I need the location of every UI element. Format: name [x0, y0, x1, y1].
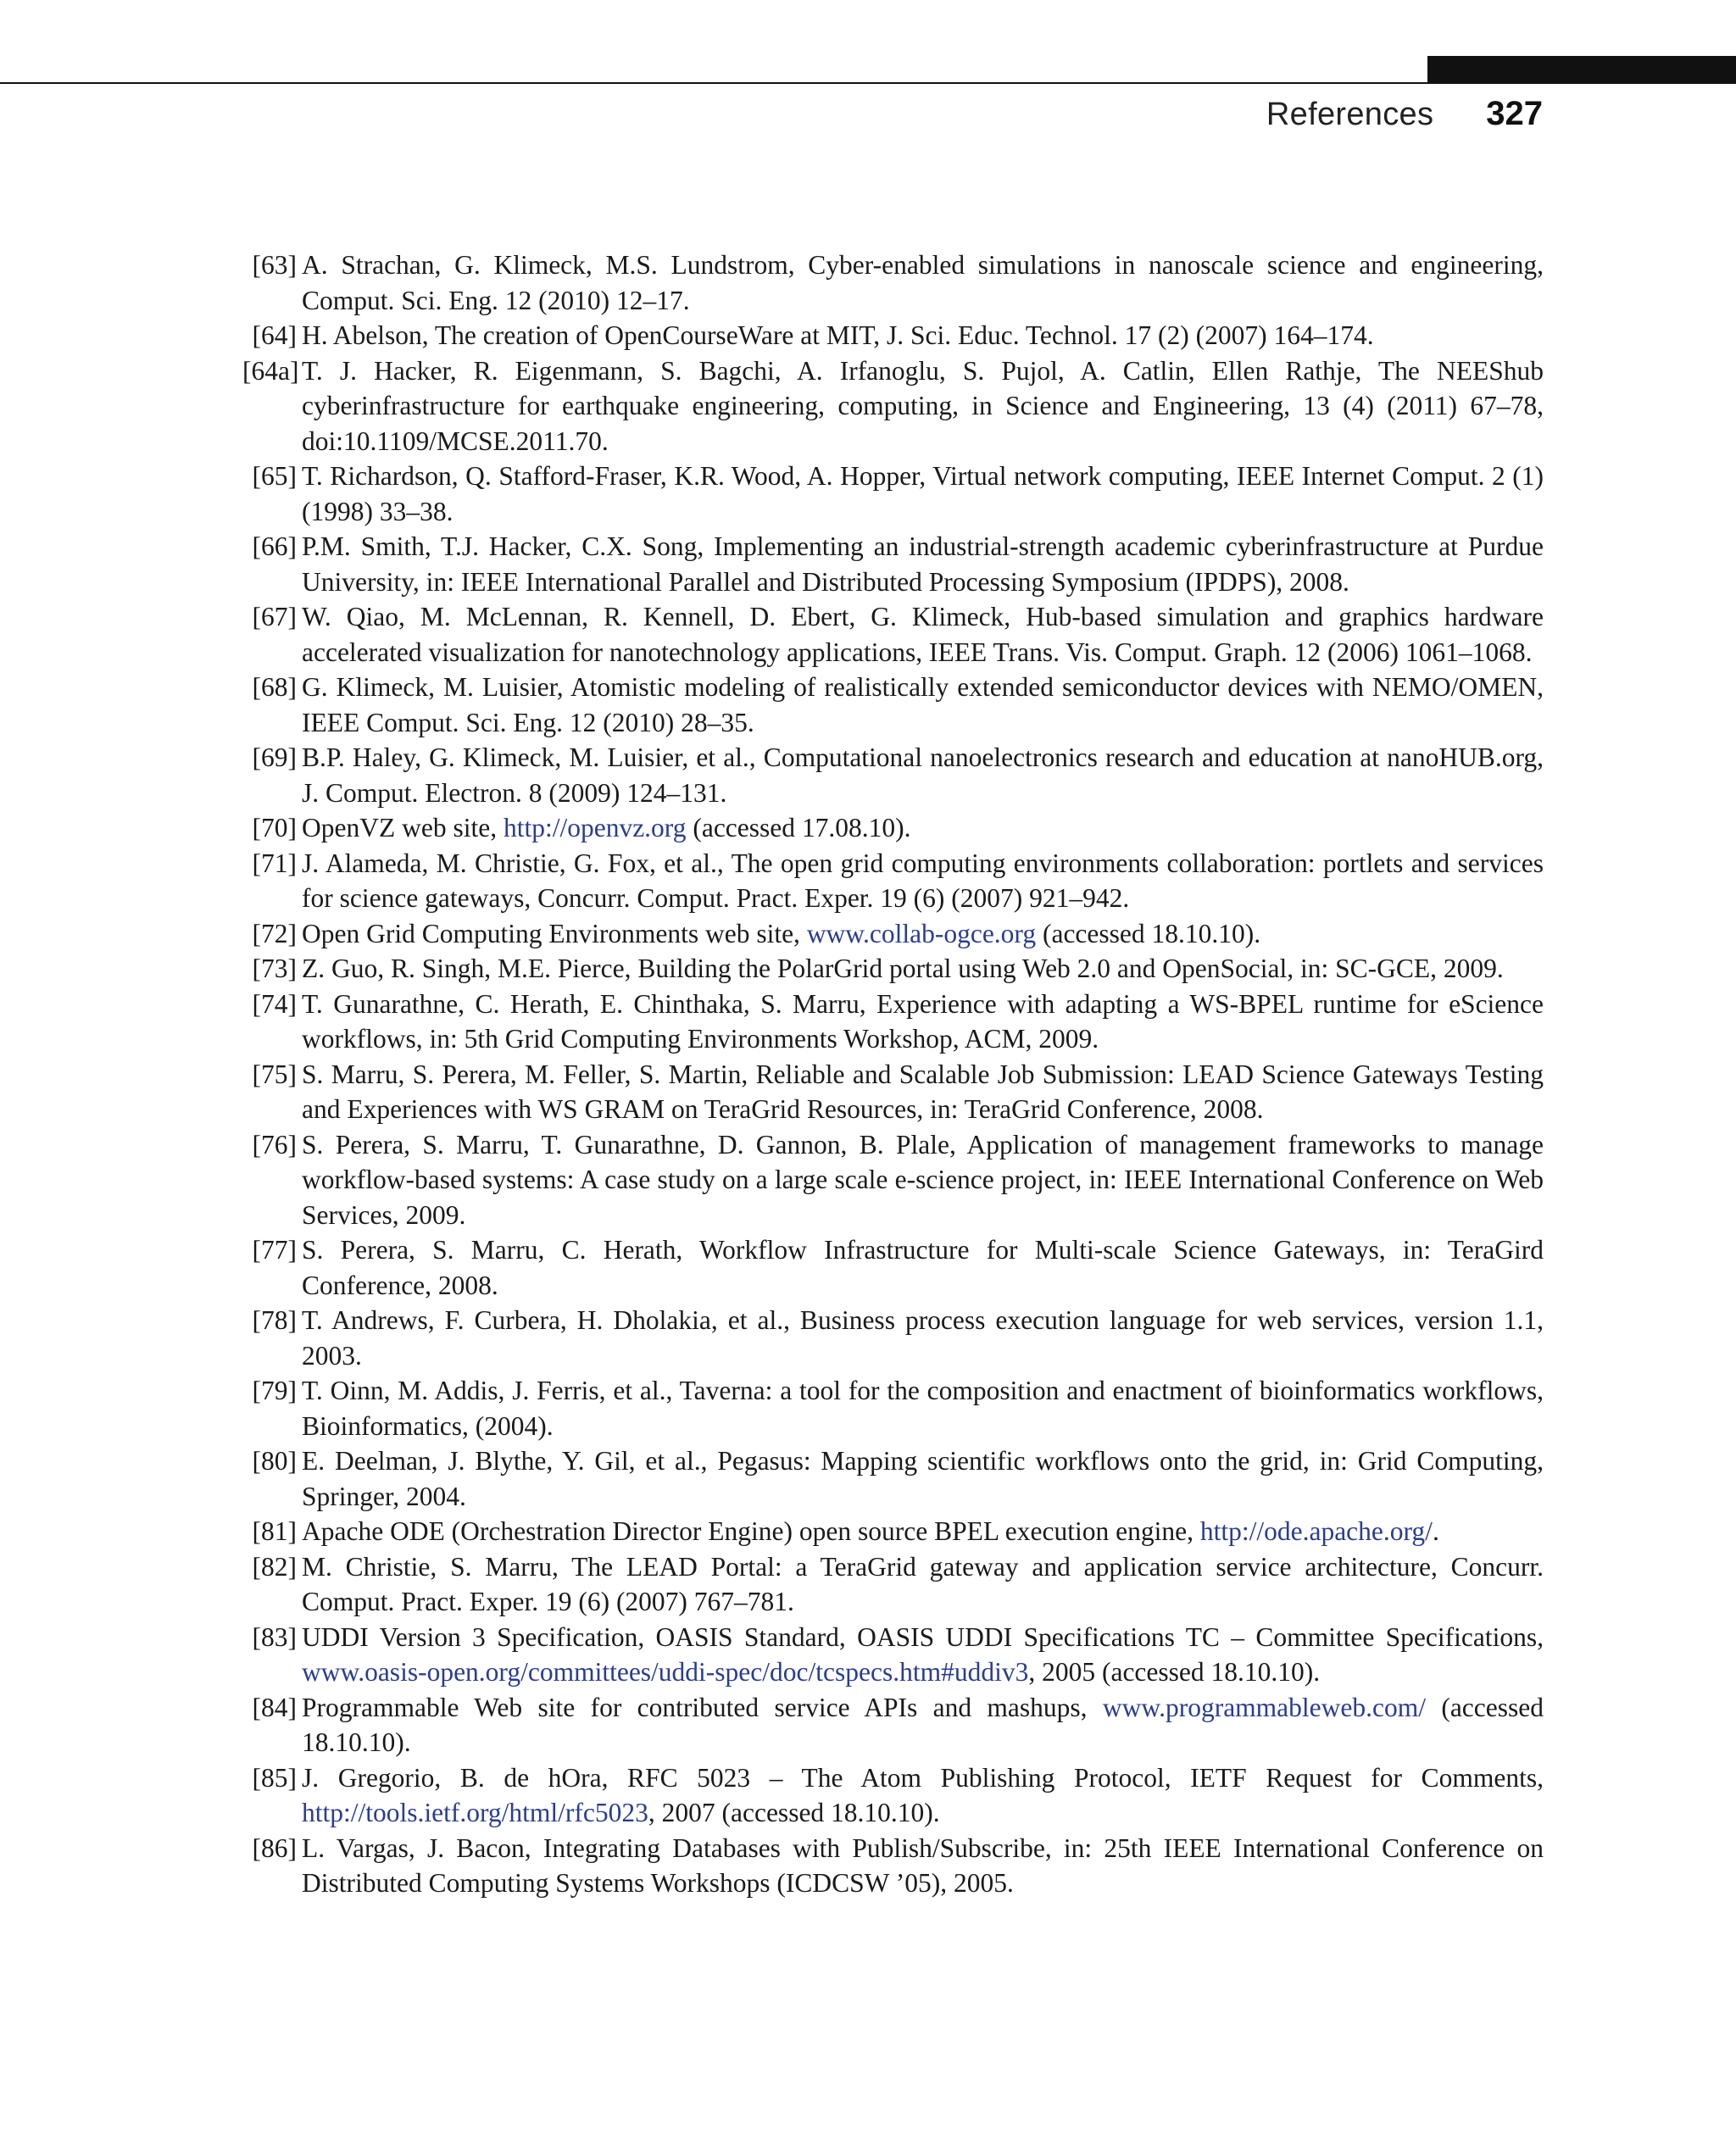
- reference-number: [73]: [252, 954, 297, 983]
- reference-text: [302, 813, 911, 842]
- reference-item: [252, 1620, 1544, 1690]
- reference-number: [83]: [252, 1621, 297, 1652]
- reference-number: [71]: [252, 848, 297, 878]
- reference-text-segment: J. Gregorio, B. de hOra, RFC 5023 – The Atom Publishing Protocol, IETF Request for Comments,: [302, 1762, 1544, 1793]
- reference-text-segment: J. Alameda, M. Christie, G. Fox, et al., The open grid computing environments collaboration: portlets and services for science gateways, Concurr. Comput. Pract. Exper. 19 (6) (2007) 921–942.: [302, 848, 1544, 913]
- reference-item: [252, 740, 1544, 810]
- reference-text: [302, 1305, 1544, 1371]
- page-number: 327: [1486, 95, 1543, 132]
- reference-item: [252, 1690, 1544, 1760]
- reference-number: [64]: [252, 320, 297, 350]
- reference-number: [79]: [252, 1376, 297, 1405]
- reference-number: [75]: [252, 1059, 297, 1089]
- reference-number: [77]: [252, 1235, 297, 1265]
- reference-number: [69]: [252, 742, 297, 772]
- reference-number: [72]: [252, 918, 297, 948]
- reference-text-segment: L. Vargas, J. Bacon, Integrating Databases with Publish/Subscribe, in: 25th IEEE International Conference on Distributed Computing Systems Workshops (ICDCSW ’05), 2005.: [302, 1832, 1544, 1898]
- reference-item: [252, 318, 1544, 353]
- reference-text: [302, 1622, 1544, 1688]
- reference-text-segment: Z. Guo, R. Singh, M.E. Pierce, Building the PolarGrid portal using Web 2.0 and OpenSocial, in: SC-GCE, 2009.: [302, 954, 1504, 983]
- reference-text-segment: T. J. Hacker, R. Eigenmann, S. Bagchi, A. Irfanoglu, S. Pujol, A. Catlin, Ellen Rathje, The NEEShub cyberinfrastructure for earthquake engineering, computing, in Science and Engineering, 13 (4) (2011) 67–78, doi:10.1109/MCSE.2011.70.: [302, 355, 1544, 456]
- reference-text: [302, 250, 1544, 315]
- reference-text-segment: UDDI Version 3 Specification, OASIS Standard, OASIS UDDI Specifications TC – Committee Specifications,: [302, 1621, 1544, 1652]
- reference-link[interactable]: www.programmableweb.com/: [1102, 1692, 1426, 1722]
- reference-number: [81]: [252, 1516, 297, 1546]
- reference-link[interactable]: http://ode.apache.org/: [1199, 1516, 1433, 1546]
- reference-item: [252, 1232, 1544, 1303]
- reference-text-segment: G. Klimeck, M. Luisier, Atomistic modeling of realistically extended semiconductor devices with NEMO/OMEN, IEEE Comput. Sci. Eng. 12 (2010) 28–35.: [302, 672, 1544, 737]
- reference-text: [302, 672, 1544, 737]
- reference-number: [63]: [252, 250, 297, 280]
- reference-text-segment: H. Abelson, The creation of OpenCourseWare at MIT, J. Sci. Educ. Technol. 17 (2) (2007) 164–174.: [302, 320, 1374, 350]
- reference-item: [252, 846, 1544, 916]
- reference-item: [252, 1127, 1544, 1233]
- reference-link[interactable]: www.collab-ogce.org: [806, 918, 1037, 948]
- reference-text-segment: T. Gunarathne, C. Herath, E. Chinthaka, S. Marru, Experience with adapting a WS-BPEL runtime for eScience workflows, in: 5th Grid Computing Environments Workshop, ACM, 2009.: [302, 988, 1544, 1054]
- reference-text-segment: .: [1432, 1516, 1439, 1546]
- reference-text-segment: T. Richardson, Q. Stafford-Fraser, K.R. Wood, A. Hopper, Virtual network computing, IEEE Internet Comput. 2 (1) (1998) 33–38.: [302, 461, 1544, 526]
- reference-text-segment: (accessed 18.10.10).: [1036, 918, 1261, 948]
- reference-text-segment: S. Perera, S. Marru, T. Gunarathne, D. Gannon, B. Plale, Application of management frameworks to manage workflow-based systems: A case study on a large scale e-science project, in: IEEE International Conference on Web Services, 2009.: [302, 1129, 1544, 1230]
- reference-item: [252, 1831, 1544, 1901]
- reference-text: [302, 742, 1544, 808]
- reference-text-segment: A. Strachan, G. Klimeck, M.S. Lundstrom, Cyber-enabled simulations in nanoscale science and engineering, Comput. Sci. Eng. 12 (2010) 12–17.: [302, 250, 1544, 315]
- reference-text: [302, 602, 1544, 667]
- reference-link[interactable]: www.oasis-open.org/committees/uddi-spec/doc/tcspecs.htm#uddiv3: [302, 1657, 1029, 1687]
- reference-text: [302, 1059, 1544, 1125]
- reference-text: [302, 1130, 1544, 1230]
- reference-text: [302, 461, 1544, 526]
- reference-text-segment: M. Christie, S. Marru, The LEAD Portal: a TeraGrid gateway and application service architecture, Concurr. Comput. Pract. Exper. 19 (6) (2007) 767–781.: [302, 1551, 1544, 1616]
- reference-text-segment: (accessed 17.08.10).: [686, 813, 911, 842]
- reference-text-segment: B.P. Haley, G. Klimeck, M. Luisier, et al., Computational nanoelectronics research and education at nanoHUB.org, J. Comput. Electron. 8 (2009) 124–131.: [302, 742, 1544, 808]
- reference-text: [302, 1833, 1544, 1899]
- reference-text-segment: T. Oinn, M. Addis, J. Ferris, et al., Taverna: a tool for the composition and enactment of bioinformatics workflows, Bioinformatics, (2004).: [302, 1376, 1544, 1441]
- reference-text: [302, 1693, 1544, 1758]
- reference-item: [252, 810, 1544, 846]
- reference-text-segment: , 2007 (accessed 18.10.10).: [648, 1798, 940, 1827]
- reference-item: [252, 1057, 1544, 1127]
- reference-item: [252, 1514, 1544, 1549]
- reference-number: [66]: [252, 531, 297, 561]
- reference-item: [252, 916, 1544, 952]
- reference-text-segment: OpenVZ web site,: [302, 813, 504, 842]
- reference-text: [302, 919, 1260, 948]
- reference-item: [252, 459, 1544, 529]
- reference-number: [85]: [252, 1762, 297, 1793]
- reference-text-segment: , 2005 (accessed 18.10.10).: [1028, 1657, 1321, 1687]
- reference-link[interactable]: http://openvz.org: [503, 813, 687, 842]
- reference-text: [302, 531, 1544, 597]
- reference-number: [64a]: [242, 355, 299, 386]
- reference-text-segment: S. Perera, S. Marru, C. Herath, Workflow Infrastructure for Multi-scale Science Gateways, in: TeraGird Conference, 2008.: [302, 1235, 1544, 1300]
- reference-text-segment: S. Marru, S. Perera, M. Feller, S. Martin, Reliable and Scalable Job Submission: LEAD Science Gateways Testing and Experiences with WS GRAM on TeraGrid Resources, in: TeraGrid Conference, 2008.: [302, 1059, 1544, 1124]
- reference-text: [302, 1235, 1544, 1300]
- reference-text: [302, 989, 1544, 1054]
- reference-text-segment: T. Andrews, F. Curbera, H. Dholakia, et al., Business process execution language for web services, version 1.1, 2003.: [302, 1305, 1544, 1371]
- reference-text-segment: P.M. Smith, T.J. Hacker, C.X. Song, Implementing an industrial-strength academic cyberinfrastructure at Purdue University, in: IEEE International Parallel and Distributed Processing Symposium (IPDPS), 2008.: [302, 531, 1544, 597]
- reference-number: [78]: [252, 1305, 297, 1335]
- reference-item: [252, 1303, 1544, 1373]
- header-black-tab: [1427, 56, 1736, 84]
- reference-text-segment: (accessed 18.10.10).: [302, 1692, 1544, 1757]
- reference-number: [84]: [252, 1692, 297, 1722]
- reference-item: [252, 1373, 1544, 1443]
- reference-text: [302, 954, 1504, 983]
- reference-item: [252, 1760, 1544, 1831]
- reference-text-segment: Open Grid Computing Environments web site,: [302, 918, 807, 948]
- reference-item: [252, 1549, 1544, 1620]
- reference-item: [252, 529, 1544, 599]
- reference-text: [302, 848, 1544, 914]
- reference-number: [80]: [252, 1446, 297, 1476]
- reference-item: [252, 599, 1544, 670]
- reference-number: [74]: [252, 988, 297, 1019]
- running-title: References: [1266, 97, 1434, 132]
- reference-text: [302, 356, 1544, 456]
- reference-text: [302, 1446, 1544, 1511]
- reference-item: [252, 951, 1544, 987]
- reference-number: [82]: [252, 1551, 297, 1582]
- reference-text: [302, 1516, 1439, 1546]
- reference-number: [67]: [252, 602, 297, 631]
- reference-text: [302, 1552, 1544, 1617]
- reference-number: [68]: [252, 672, 297, 702]
- running-head: [1266, 95, 1543, 133]
- reference-number: [70]: [252, 813, 297, 842]
- header-rule: [0, 82, 1736, 84]
- reference-number: [86]: [252, 1832, 297, 1863]
- reference-number: [76]: [252, 1129, 297, 1159]
- reference-item: [242, 353, 1544, 459]
- reference-number: [65]: [252, 461, 297, 491]
- reference-item: [252, 247, 1544, 318]
- reference-text: [302, 1763, 1544, 1828]
- reference-item: [252, 987, 1544, 1057]
- reference-text: [302, 1376, 1544, 1441]
- reference-text-segment: Apache ODE (Orchestration Director Engine) open source BPEL execution engine,: [302, 1516, 1200, 1546]
- reference-text-segment: W. Qiao, M. McLennan, R. Kennell, D. Ebert, G. Klimeck, Hub-based simulation and graphics hardware accelerated visualization for nanotechnology applications, IEEE Trans. Vis. Comput. Graph. 12 (2006) 1061–1068.: [302, 602, 1544, 667]
- reference-item: [252, 670, 1544, 740]
- reference-list: [242, 247, 1544, 1901]
- reference-link[interactable]: http://tools.ietf.org/html/rfc5023: [302, 1798, 648, 1827]
- reference-text: [302, 320, 1374, 350]
- reference-text-segment: Programmable Web site for contributed service APIs and mashups,: [302, 1692, 1103, 1722]
- reference-text-segment: E. Deelman, J. Blythe, Y. Gil, et al., Pegasus: Mapping scientific workflows onto the grid, in: Grid Computing, Springer, 2004.: [302, 1446, 1544, 1511]
- reference-item: [252, 1443, 1544, 1514]
